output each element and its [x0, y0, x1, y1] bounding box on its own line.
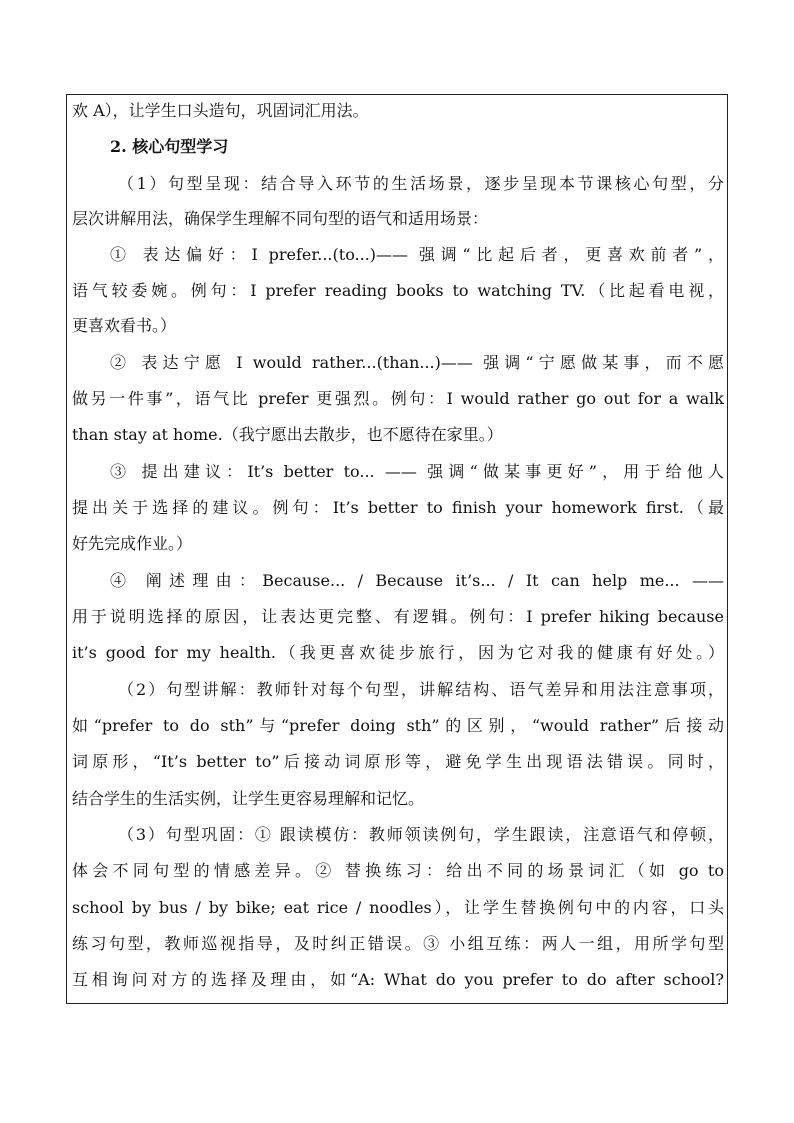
paragraph-line: ② 表达宁愿 I would rather...(than...)—— 强调“宁愿做某事，而不愿 — [110, 353, 724, 372]
paragraph-line: it’s good for my health.（我更喜欢徒步旅行，因为它对我的健康有好处。） — [72, 643, 724, 662]
paragraph-line: 语气较委婉。例句：I prefer reading books to watching TV.（比起看电视， — [72, 281, 724, 300]
paragraph-line: ③ 提出建议：It’s better to... —— 强调“做某事更好”，用于给他人 — [110, 462, 724, 481]
paragraph-line: 更喜欢看书。） — [72, 316, 177, 335]
paragraph-line: 互相询问对方的选择及理由，如“A: What do you prefer to do after school? — [72, 970, 724, 989]
text-line: 欢 A），让学生口头造句，巩固词汇用法。 — [72, 101, 369, 120]
paragraph-line: （2）句型讲解：教师针对每个句型，讲解结构、语气差异和用法注意事项， — [118, 680, 724, 699]
paragraph-line: 体会不同句型的情感差异。② 替换练习：给出不同的场景词汇（如 go to — [72, 861, 724, 880]
section-heading: 2. 核心句型学习 — [110, 137, 229, 156]
paragraph-line: 做另一件事”，语气比 prefer 更强烈。例句：I would rather go out for a walk — [72, 389, 724, 408]
paragraph-line: than stay at home.（我宁愿出去散步，也不愿待在家里。） — [72, 425, 503, 444]
paragraph-line: 提出关于选择的建议。例句：It’s better to finish your homework first.（最 — [72, 498, 724, 517]
paragraph-line: 好先完成作业。） — [72, 534, 193, 553]
paragraph-line: 结合学生的生活实例，让学生更容易理解和记忆。 — [72, 789, 425, 808]
paragraph-line: 用于说明选择的原因，让表达更完整、有逻辑。例句：I prefer hiking because — [72, 607, 724, 626]
paragraph-line: ① 表达偏好：I prefer...(to...)—— 强调“比起后者，更喜欢前者”， — [110, 245, 724, 264]
paragraph-line: 如“prefer to do sth”与“prefer doing sth”的区别，“would rather”后接动 — [72, 716, 724, 735]
paragraph-line: （1）句型呈现：结合导入环节的生活场景，逐步呈现本节课核心句型，分 — [118, 174, 724, 193]
paragraph-line: ④ 阐述理由：Because... / Because it’s... / It can help me... —— — [110, 571, 724, 590]
paragraph-line: school by bus / by bike; eat rice / noodles），让学生替换例句中的内容，口头 — [72, 898, 724, 917]
paragraph-line: 词原形，“It’s better to”后接动词原形等，避免学生出现语法错误。同时， — [72, 752, 724, 771]
paragraph-line: 层次讲解用法，确保学生理解不同句型的语气和适用场景： — [72, 209, 489, 228]
paragraph-line: （3）句型巩固：① 跟读模仿：教师领读例句，学生跟读，注意语气和停顿， — [118, 825, 724, 844]
paragraph-line: 练习句型，教师巡视指导，及时纠正错误。③ 小组互练：两人一组，用所学句型 — [72, 934, 724, 953]
